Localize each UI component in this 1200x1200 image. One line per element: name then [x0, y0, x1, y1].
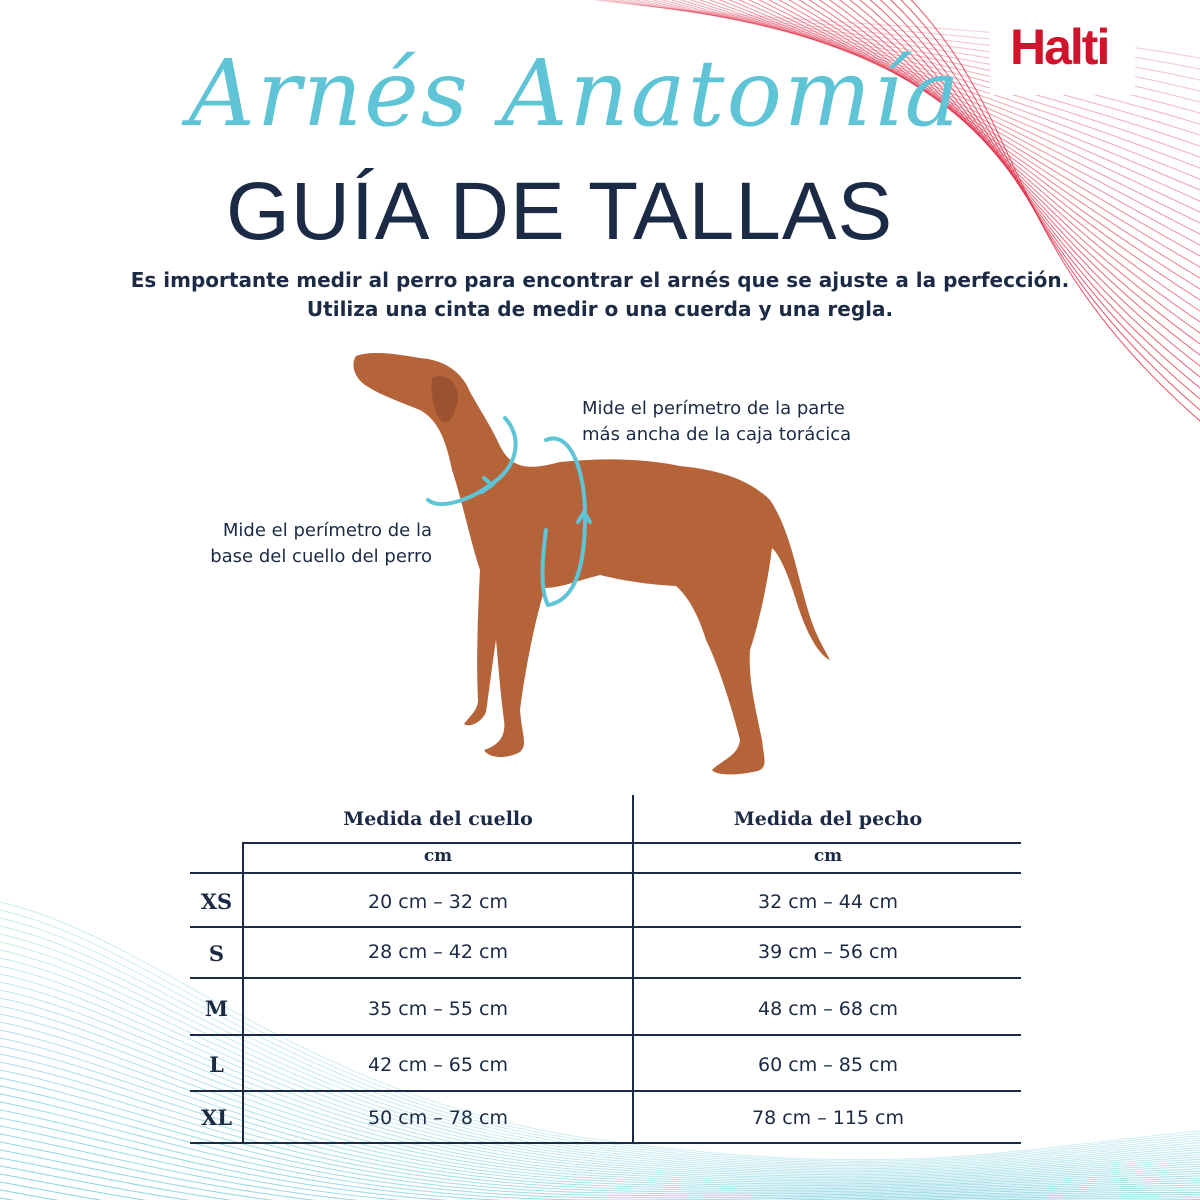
divider	[242, 842, 244, 1144]
column-header-neck: Medida del cuello	[343, 808, 533, 830]
divider	[190, 1142, 1021, 1144]
size-label: XL	[200, 1105, 233, 1130]
chest-range: 60 cm – 85 cm	[758, 1054, 898, 1076]
product-name: Arnés Anatomía	[188, 40, 962, 147]
column-header-chest: Medida del pecho	[733, 808, 923, 830]
chest-range: 32 cm – 44 cm	[758, 891, 898, 913]
chest-annotation-line-2: más ancha de la caja torácica	[582, 424, 852, 445]
intro-line-1: Es importante medir al perro para encontrar el arnés que se ajuste a la perfección.	[130, 268, 1070, 292]
page-title: GUÍA DE TALLAS	[226, 166, 894, 257]
chest-range: 78 cm – 115 cm	[751, 1107, 904, 1129]
neck-annotation	[188, 518, 432, 570]
chest-annotation-line-1: Mide el perímetro de la parte	[582, 398, 845, 419]
divider	[190, 1090, 1021, 1092]
divider	[190, 926, 1021, 928]
unit-chest: cm	[813, 846, 843, 866]
neck-range: 35 cm – 55 cm	[368, 998, 508, 1020]
neck-range: 20 cm – 32 cm	[368, 891, 508, 913]
divider	[190, 977, 1021, 979]
intro-line-2: Utiliza una cinta de medir o una cuerda y una regla.	[306, 297, 894, 321]
size-label: L	[209, 1052, 224, 1077]
neck-range: 50 cm – 78 cm	[368, 1107, 508, 1129]
chest-range: 48 cm – 68 cm	[758, 998, 898, 1020]
chest-range: 39 cm – 56 cm	[758, 941, 898, 963]
size-label: S	[208, 941, 225, 966]
divider	[190, 872, 1021, 874]
size-label: XS	[200, 889, 233, 914]
chest-annotation	[582, 396, 851, 448]
halti-logo: Halti	[1010, 19, 1109, 75]
size-label: M	[204, 996, 229, 1021]
neck-range: 28 cm – 42 cm	[368, 941, 508, 963]
neck-annotation-line-2: base del cuello del perro	[210, 546, 432, 567]
neck-annotation-line-1: Mide el perímetro de la	[222, 520, 432, 541]
divider	[190, 1034, 1021, 1036]
teal-wave-line	[0, 932, 1200, 1166]
divider	[632, 795, 634, 1144]
unit-neck: cm	[423, 846, 453, 866]
neck-range: 42 cm – 65 cm	[368, 1054, 508, 1076]
